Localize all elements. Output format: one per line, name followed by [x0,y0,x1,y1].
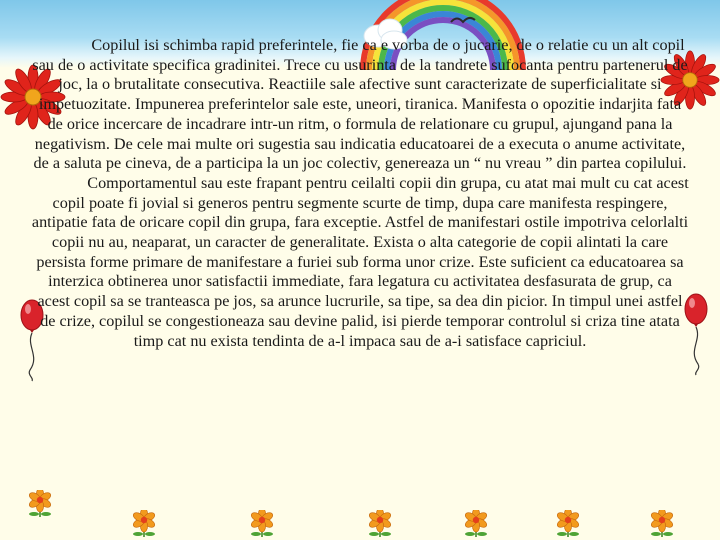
orange-flower-icon [128,510,160,538]
paragraph-2: Comportamentul sau este frapant pentru ceilalti copii din grupa, cu atat mai mult cu cat acest copil poate fi jovial si generos pentru segmente scurte de timp, dupa care manifesta respingere, antipatie fata de oricare copil din grupa, fara exceptie. Astfel de manifestari ostile impotriva celorlalti copii nu au, neaparat, un caracter de generalitate. Exista o alta categorie de copii alintati la care persista forme primare de manifestare a furiei sub forma unor crize. Este suficient ca educatoarea sa interzica obtinerea unor satisfactii immediate, fara legatura cu activitatea desfasurata de grup, ca acest copil sa se tranteasca pe jos, sa arunce lucrurile, sa tipe, sa dea din picior. In timpul unei astfel de crize, copilul se congestioneaza sau devine palid, isi pierde temporar controlul si criza tine atata timp cat nu exista tendinta de a-l impaca sau de a-i satisface capriciul. [31,173,689,350]
orange-flower-icon [646,510,678,538]
paragraph-1: Copilul isi schimba rapid preferintele, fie ca e vorba de o jucarie, de o relatie cu un alt copil sau de o activitate specifica gradinitei. Trece cu usurinta de la tandrete sufocanta pentru partenerul de joc, la o brutalitate consecutiva. Reactiile sale afective sunt caracterizate de superficialitate si impetuozitate. Impunerea preferintelor sale este, uneori, tiranica. Manifesta o opozitie indarjita fata de orice incercare de incadrare intr-un ritm, o formula de relationare cu grupul, ajungand pana la negativism. De cele mai multe ori sugestia sau indicatia educatoarei de a executa o anume activitate, de a saluta pe cineva, de a participa la un joc colectiv, genereaza un “ nu vreau ” din partea copilului. [32,36,688,173]
orange-flower-icon [246,510,278,538]
orange-flower-icon [460,510,492,538]
bird-icon [450,14,476,28]
orange-flower-icon [552,510,584,538]
orange-flower-icon [24,490,56,518]
article-text [30,36,690,351]
orange-flower-icon [364,510,396,538]
